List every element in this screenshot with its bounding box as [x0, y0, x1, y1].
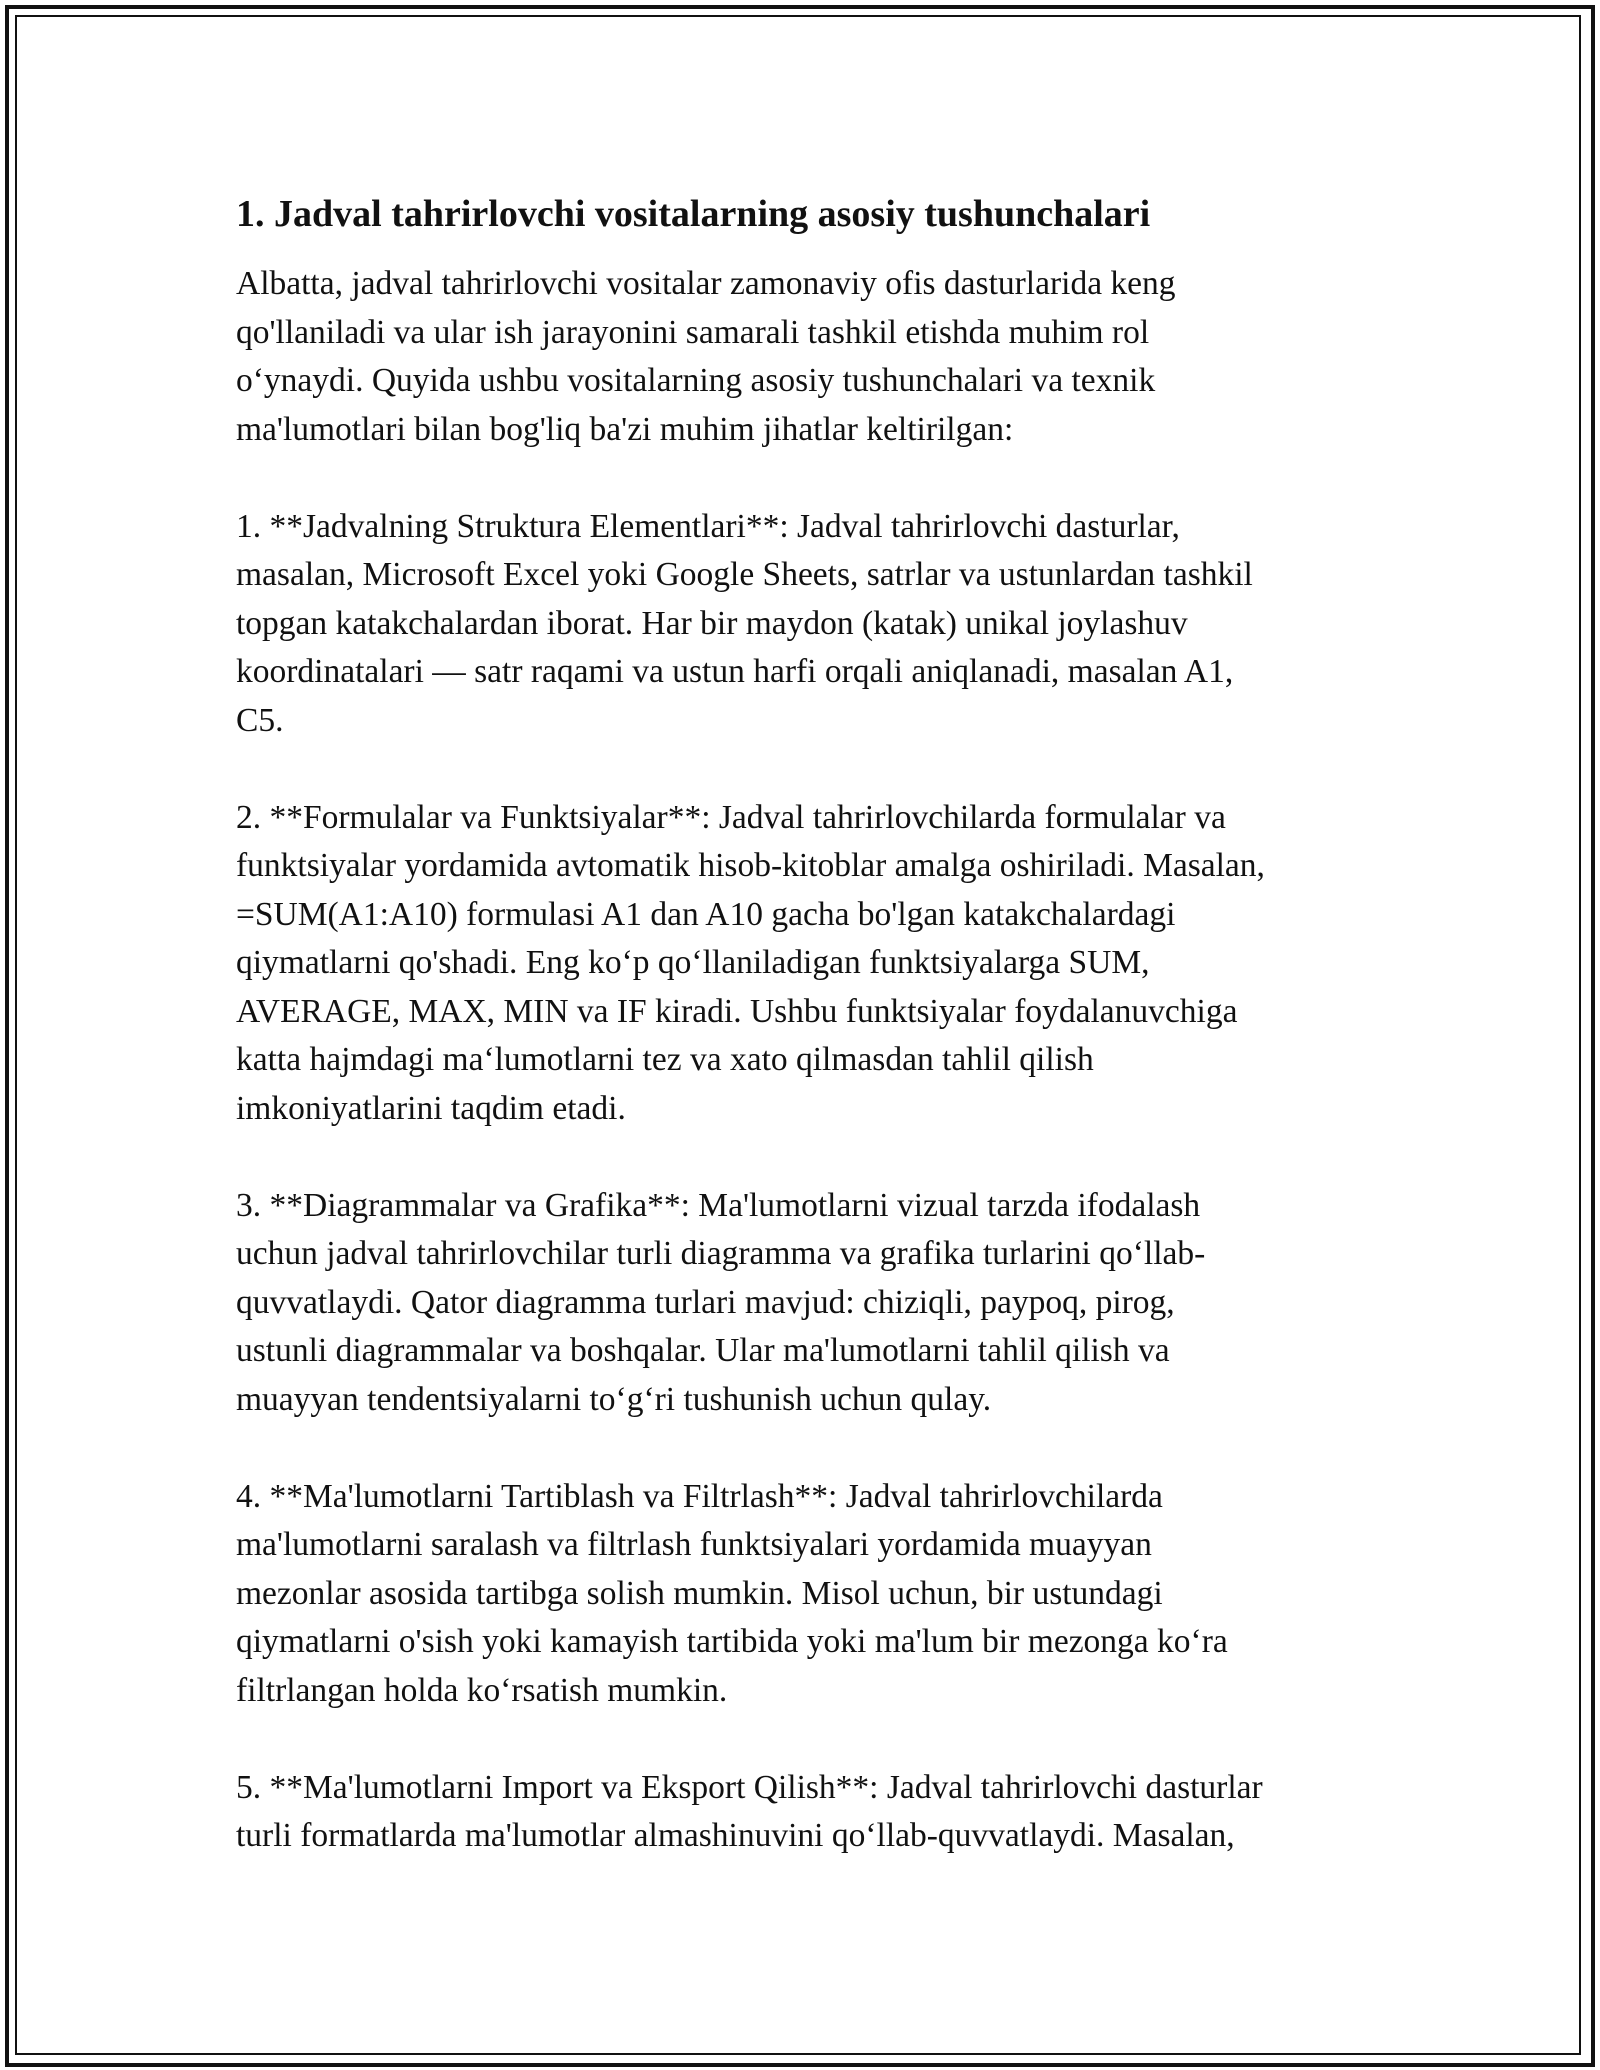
paragraph-formulas-functions: 2. **Formulalar va Funktsiyalar**: Jadval tahrirlovchilarda formulalar va funktsiyalar yordamida avtomatik hisob-kitoblar amalga oshiriladi. Masalan, =SUM(A1:A10) formulasi A1 dan A10 gacha bo'lgan katakchalardagi qiymatlarni qo'shadi. Eng ko‘p qo‘llaniladigan funktsiyalarga SUM, AVERAGE, MAX, MIN va IF kiradi. Ushbu funktsiyalar foydalanuvchiga katta hajmdagi ma‘lumotlarni tez va xato qilmasdan tahlil qilish imkoniyatlarini taqdim etadi.	[236, 798, 1265, 1127]
intro-paragraph: Albatta, jadval tahrirlovchi vositalar zamonaviy ofis dasturlarida keng qo'llaniladi va ular ish jarayonini samarali tashkil etishda muhim rol o‘ynaydi. Quyida ushbu vositalarning asosiy tushunchalari va texnik ma'lumotlari bilan bog'liq ba'zi muhim jihatlar keltirilgan:	[236, 265, 1176, 448]
paragraph-sorting-filtering: 4. **Ma'lumotlarni Tartiblash va Filtrlash**: Jadval tahrirlovchilarda ma'lumotlarni saralash va filtrlash funktsiyalari yordamida muayyan mezonlar asosida tartibga solish mumkin. Misol uchun, bir ustundagi qiymatlarni o'sish yoki kamayish tartibida yoki ma'lum bir mezonga ko‘ra filtrlangan holda ko‘rsatish mumkin.	[236, 1477, 1228, 1709]
document-title: 1. Jadval tahrirlovchi vositalarning asosiy tushunchalari	[236, 193, 1151, 235]
document-body	[236, 188, 1366, 1909]
paragraph-import-export: 5. **Ma'lumotlarni Import va Eksport Qilish**: Jadval tahrirlovchi dasturlar turli formatlarda ma'lumotlar almashinuvini qo‘llab-quvvatlaydi. Masalan,	[236, 1768, 1263, 1854]
paragraph-diagrams-graphics: 3. **Diagrammalar va Grafika**: Ma'lumotlarni vizual tarzda ifodalash uchun jadval tahrirlovchilar turli diagramma va grafika turlarini qo‘llab- quvvatlaydi. Qator diagramma turlari mavjud: chiziqli, paypoq, pirog, ustunli diagrammalar va boshqalar. Ular ma'lumotlarni tahlil qilish va muayyan tendentsiyalarni to‘g‘ri tushunish uchun qulay.	[236, 1186, 1206, 1418]
paragraph-structure-elements: 1. **Jadvalning Struktura Elementlari**: Jadval tahrirlovchi dasturlar, masalan, Microsoft Excel yoki Google Sheets, satrlar va ustunlardan tashkil topgan katakchalardan iborat. Har bir maydon (katak) unikal joylashuv koordinatalari — satr raqami va ustun harfi orqali aniqlanadi, masalan A1, C5.	[236, 507, 1253, 739]
